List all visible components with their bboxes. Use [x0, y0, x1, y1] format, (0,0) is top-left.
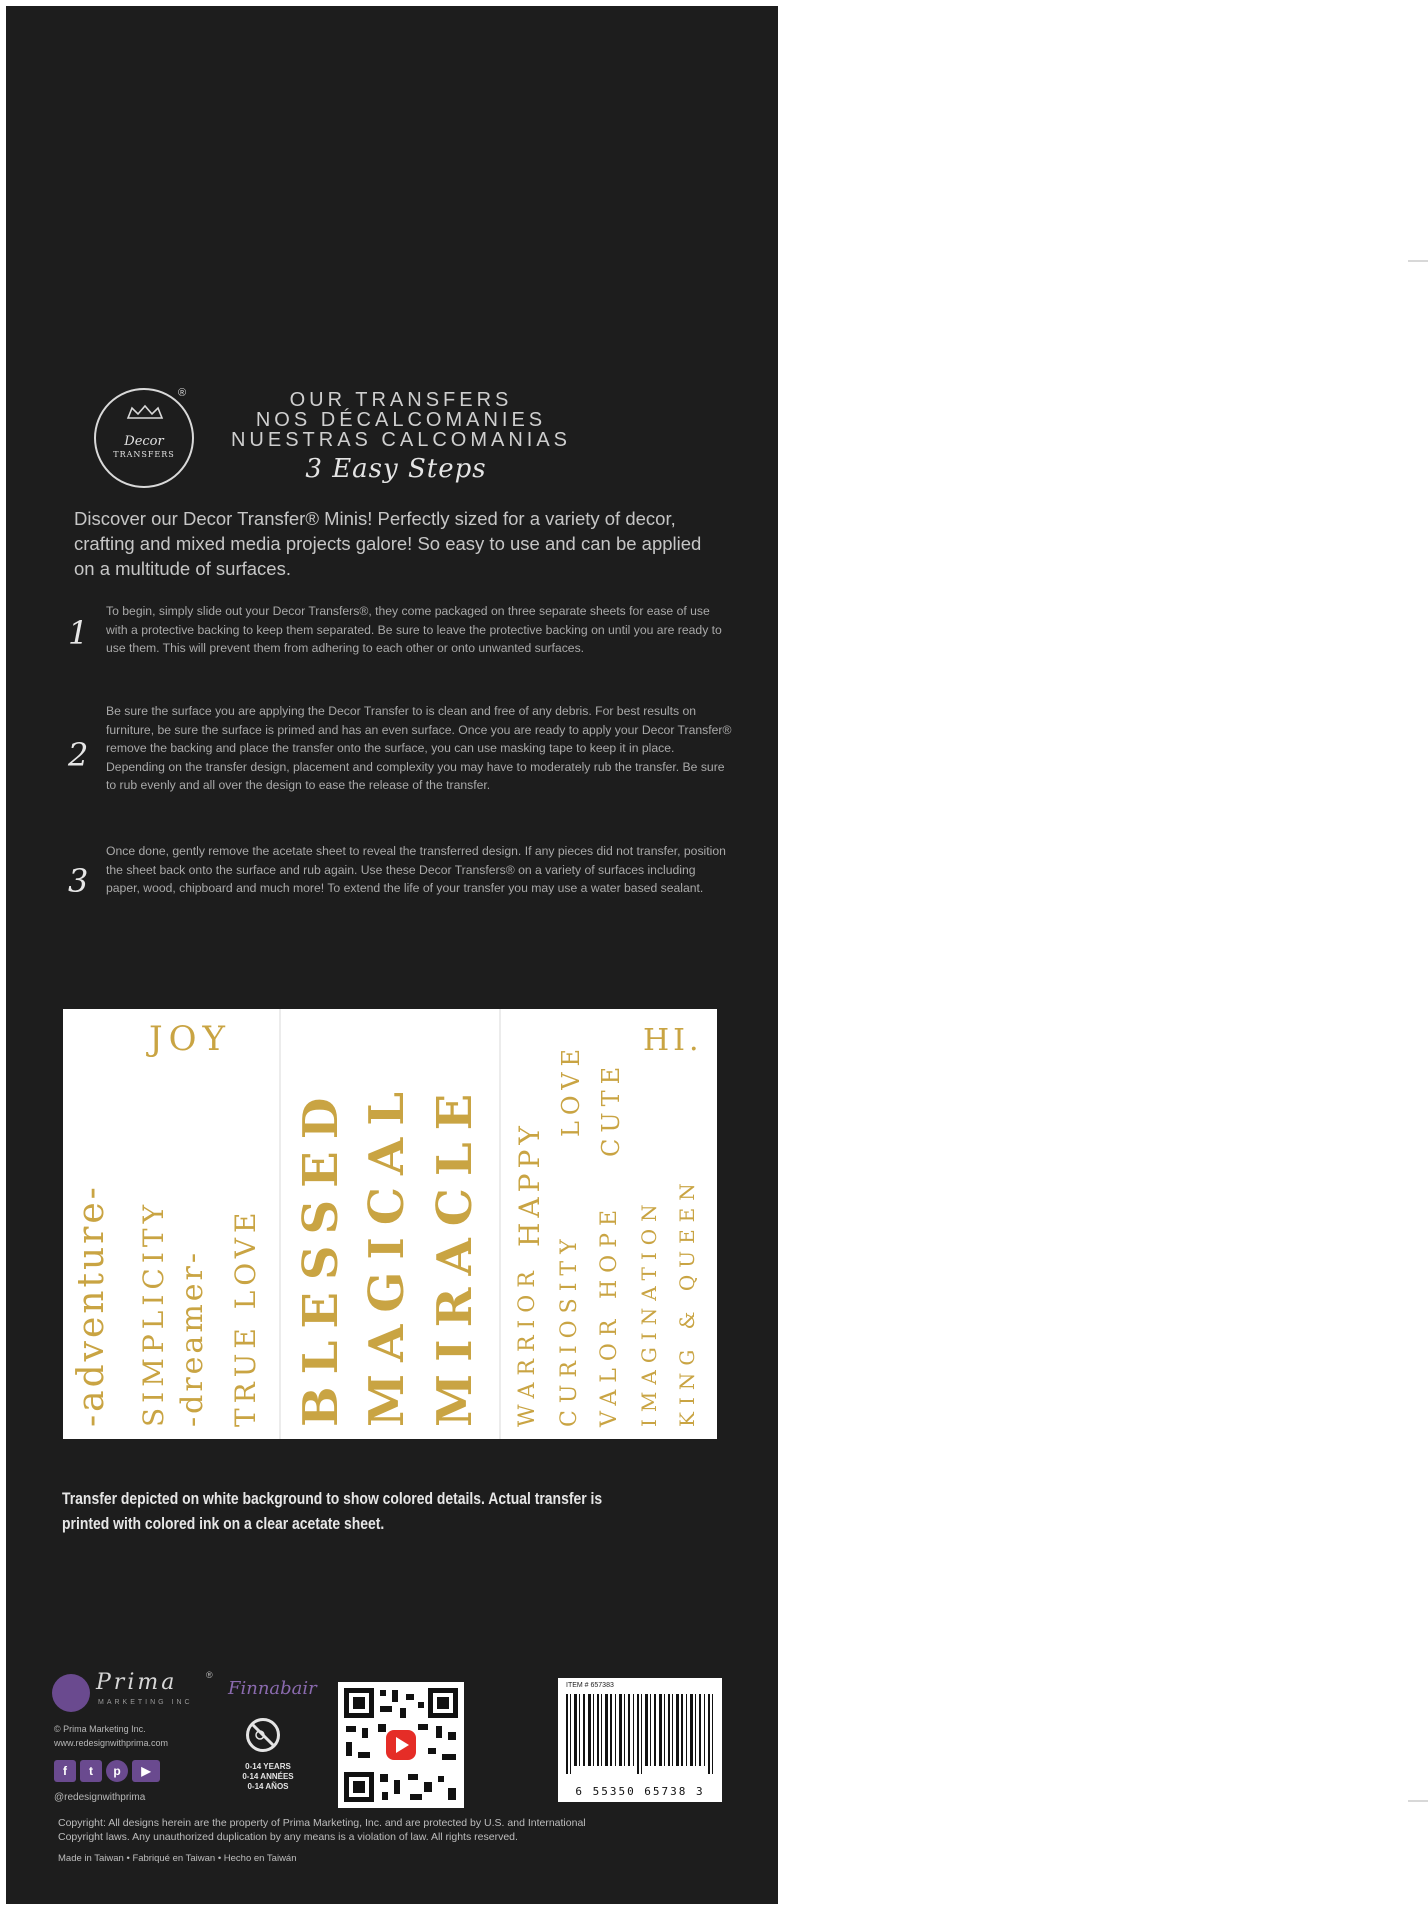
- qr-code[interactable]: [338, 1682, 464, 1808]
- no-small-parts-icon: [249, 1721, 277, 1749]
- transfer-word: CUTE: [597, 1060, 625, 1157]
- crown-icon: [126, 404, 164, 420]
- website-link[interactable]: www.redesignwithprima.com: [54, 1738, 169, 1748]
- title-es: NUESTRAS CALCOMANIAS: [230, 429, 572, 451]
- transfer-word: HOPE: [597, 1202, 622, 1299]
- step-number: 3: [68, 862, 89, 900]
- transfer-word: HAPPY: [513, 1121, 546, 1247]
- title-fr: NOS DÉCALCOMANIES: [255, 409, 547, 431]
- transfer-word: KING & QUEEN: [675, 1176, 699, 1427]
- qr-code-pattern: [338, 1682, 464, 1808]
- age-line: 0-14 AÑOS: [247, 1782, 289, 1791]
- edge-mark-bottom: [1408, 1800, 1428, 1802]
- copyright-line: Copyright: All designs herein are the property of Prima Marketing, Inc. and are protected by U.S. and International: [58, 1817, 586, 1829]
- transfer-word: VALOR: [597, 1312, 622, 1427]
- transfer-sample: [63, 1009, 717, 1439]
- package-back: [6, 6, 778, 1904]
- logo-registered: ®: [178, 387, 187, 399]
- transfer-word: IMAGINATION: [637, 1197, 661, 1427]
- transfer-word: MAGICAL: [359, 1079, 415, 1427]
- title-block: [206, 390, 596, 450]
- age-warning-icon: [246, 1718, 280, 1752]
- finnabair-logo: Finnabair: [228, 1678, 317, 1699]
- transfer-word: -adventure-: [71, 1184, 112, 1427]
- social-handle: @redesignwithprima: [54, 1792, 146, 1803]
- prima-rose-icon: [52, 1674, 90, 1712]
- facebook-icon[interactable]: f: [54, 1760, 76, 1782]
- age-line: 0-14 ANNÉES: [242, 1772, 294, 1781]
- logo-sub: TRANSFERS: [113, 450, 175, 459]
- sheet-divider: [499, 1009, 501, 1439]
- transfer-word: -dreamer-: [175, 1250, 210, 1427]
- step-number: 1: [68, 614, 89, 652]
- barcode-bars: [564, 1694, 716, 1774]
- intro-text: Discover our Decor Transfer® Minis! Perfectly sized for a variety of decor, crafting and mixed media projects galore! So easy to use and can be applied on a multitude of surfaces.: [74, 508, 702, 579]
- decor-transfers-logo: [94, 388, 194, 488]
- transfer-word: TRUE LOVE: [229, 1207, 262, 1427]
- step-text: Be sure the surface you are applying the Decor Transfer to is clean and free of any debris. For best results on furniture, be sure the surface is primed and has an even surface. Once you are ready to apply your Decor Transfer® remove the backing and place the transfer onto the surface, you can use masking tape to keep it in place. Depending on the transfer design, placement and complexity you may have to moderately rub the transfer. Be sure to rub evenly and all over the design to ease the release of the transfer.: [106, 704, 732, 793]
- barcode-digits: 6 55350 65738 3: [575, 1785, 705, 1798]
- copyright-line: Copyright laws. Any unauthorized duplication by any means is a violation of law. All rights reserved.: [58, 1831, 518, 1843]
- step-text: Once done, gently remove the acetate sheet to reveal the transferred design. If any pieces did not transfer, position the sheet back onto the surface and rub again. Use these Decor Transfers® on a variety of surfaces including paper, wood, chipboard and much more! To extend the life of your transfer you may use a water based sealant.: [106, 844, 726, 896]
- logo-brand: Decor: [124, 434, 164, 449]
- transfer-word: WARRIOR: [515, 1264, 540, 1427]
- transfer-word: HI.: [643, 1023, 703, 1058]
- transfer-word: LOVE: [557, 1042, 585, 1137]
- transfer-word: JOY: [149, 1019, 231, 1059]
- sheet-divider: [279, 1009, 281, 1439]
- transfer-word: SIMPLICITY: [137, 1199, 170, 1427]
- step-text: To begin, simply slide out your Decor Transfers®, they come packaged on three separate sheets for ease of use with a protective backing to keep them separated. Be sure to leave the protective backing on until you are ready to use them. This will prevent them from adhering to each other or onto unwanted surfaces.: [106, 604, 722, 656]
- transfer-word: MIRACLE: [427, 1081, 483, 1427]
- title-en: OUR TRANSFERS: [289, 389, 513, 411]
- prima-logo: Prima: [96, 1670, 178, 1695]
- prima-registered: ®: [206, 1670, 213, 1680]
- transfer-note: Transfer depicted on white background to show colored details. Actual transfer is printed with colored ink on a clear acetate sheet.: [62, 1489, 603, 1533]
- barcode-label: [558, 1678, 722, 1802]
- youtube-icon[interactable]: ▶: [132, 1760, 160, 1782]
- company-name: © Prima Marketing Inc.: [54, 1724, 146, 1734]
- edge-mark-top: [1408, 260, 1428, 262]
- transfer-word: CURIOSITY: [557, 1232, 582, 1427]
- pinterest-icon[interactable]: p: [106, 1760, 128, 1782]
- prima-logo-sub: MARKETING INC: [98, 1699, 193, 1706]
- item-number: ITEM # 657383: [566, 1682, 614, 1689]
- twitter-icon[interactable]: t: [80, 1760, 102, 1782]
- age-line: 0-14 YEARS: [245, 1762, 291, 1771]
- step-number: 2: [68, 736, 89, 774]
- steps-heading: 3 Easy Steps: [305, 454, 487, 484]
- transfer-word: BLESSED: [293, 1085, 349, 1427]
- made-in: Made in Taiwan • Fabriqué en Taiwan • Hecho en Taiwán: [58, 1853, 297, 1864]
